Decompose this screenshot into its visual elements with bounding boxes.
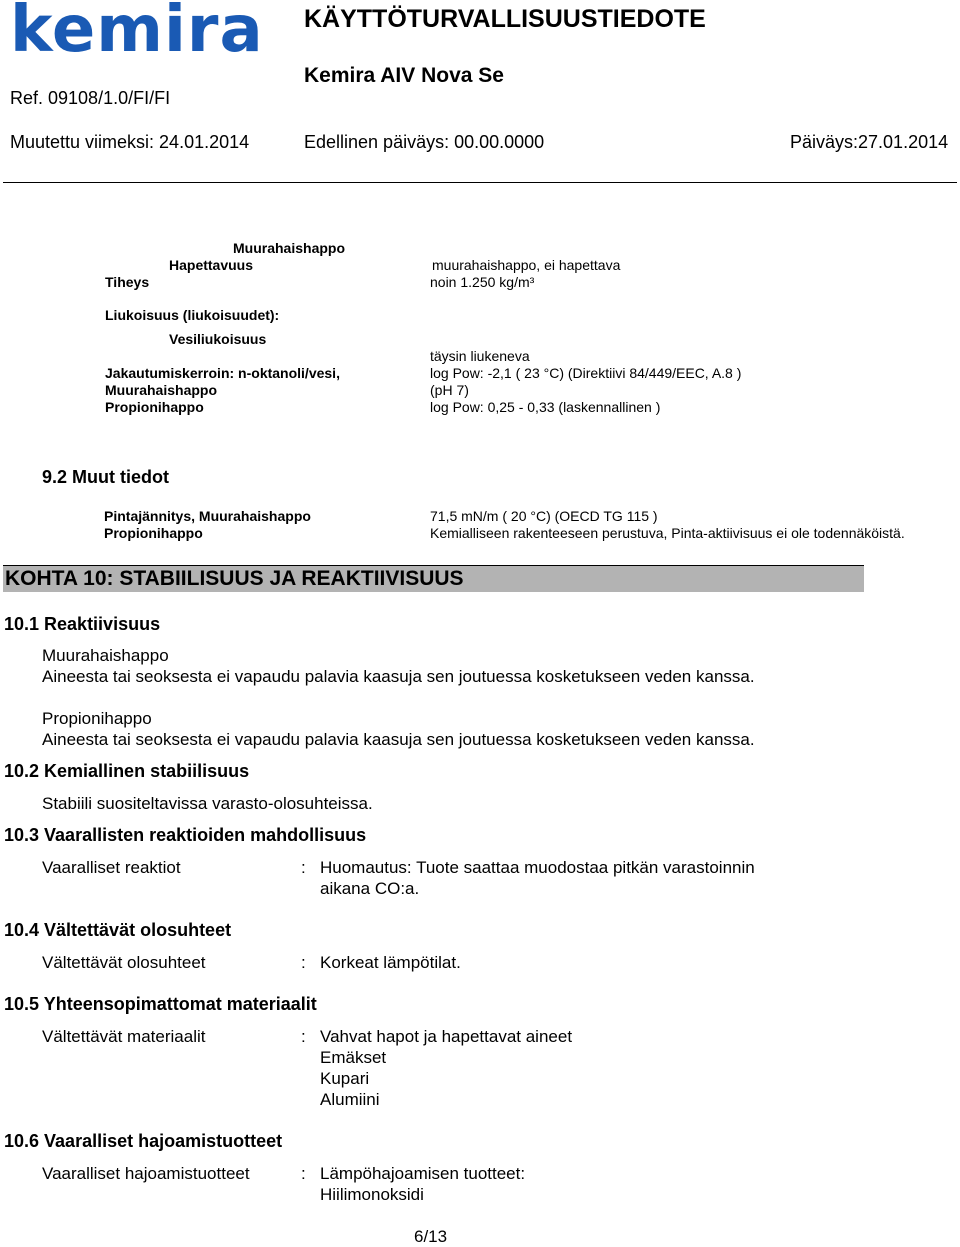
prop-jakautumiskerroin-value: log Pow: -2,1 ( 23 °C) (Direktiivi 84/449/EEC, A.8 ) xyxy=(430,365,742,381)
section-10-2-title: 10.2 Kemiallinen stabiilisuus xyxy=(4,761,250,781)
decomposition-products-line-1: Lämpöhajoamisen tuotteet: xyxy=(320,1164,526,1183)
section-10-header xyxy=(3,565,864,592)
previous-date: Edellinen päiväys: 00.00.0000 xyxy=(304,132,545,152)
material-item: Vahvat hapot ja hapettavat aineet xyxy=(320,1027,573,1046)
prop-tiheys-value: noin 1.250 kg/m³ xyxy=(430,274,535,290)
prop-tiheys-label: Tiheys xyxy=(105,274,150,290)
header-divider xyxy=(3,182,957,183)
reactivity-text-1: Aineesta tai seoksesta ei vapaudu palavia kaasuja sen joutuessa kosketukseen veden kanssa. xyxy=(42,667,755,686)
prop-propionihappo-label: Propionihappo xyxy=(105,399,204,415)
colon-separator: : xyxy=(301,858,306,877)
section-9-2-title: 9.2 Muut tiedot xyxy=(42,467,169,487)
prop-propionihappo-value: log Pow: 0,25 - 0,33 (laskennallinen ) xyxy=(430,399,661,415)
reactivity-substance-2: Propionihappo xyxy=(42,709,152,728)
material-item: Kupari xyxy=(320,1069,370,1088)
section-10-4-title: 10.4 Vältettävät olosuhteet xyxy=(4,920,232,940)
propionihappo-label: Propionihappo xyxy=(104,525,203,541)
section-10-1-title: 10.1 Reaktiivisuus xyxy=(4,614,161,634)
document-title: KÄYTTÖTURVALLISUUSTIEDOTE xyxy=(304,5,706,33)
prop-jakautumiskerroin-label: Jakautumiskerroin: n-oktanoli/vesi, xyxy=(105,365,340,381)
section-10-6-title: 10.6 Vaaralliset hajoamistuotteet xyxy=(4,1131,283,1151)
prop-liukoisuus-label: Liukoisuus (liukoisuudet): xyxy=(105,307,280,323)
section-10-5-title: 10.5 Yhteensopimattomat materiaalit xyxy=(4,994,317,1014)
surface-tension-label: Pintajännitys, Muurahaishappo xyxy=(104,508,311,524)
kemira-logo: kemira xyxy=(10,0,264,67)
reactivity-substance-1: Muurahaishappo xyxy=(42,646,169,665)
surface-tension-value: 71,5 mN/m ( 20 °C) (OECD TG 115 ) xyxy=(430,508,658,524)
conditions-to-avoid-value: Korkeat lämpötilat. xyxy=(320,953,461,972)
prop-vesiliukoisuus-value: täysin liukeneva xyxy=(430,348,530,364)
materials-to-avoid-label: Vältettävät materiaalit xyxy=(42,1027,206,1046)
reactivity-text-2: Aineesta tai seoksesta ei vapaudu palavia kaasuja sen joutuessa kosketukseen veden kanssa. xyxy=(42,730,755,749)
stability-text: Stabiili suositeltavissa varasto-olosuhteissa. xyxy=(42,794,373,813)
prop-hapettavuus-label: Hapettavuus xyxy=(169,257,254,273)
colon-separator: : xyxy=(301,1027,306,1046)
surface-activity-value: Kemialliseen rakenteeseen perustuva, Pinta-aktiivisuus ei ole todennäköistä. xyxy=(430,525,905,541)
prop-ph-value: (pH 7) xyxy=(430,382,469,398)
hazardous-reactions-line-2: aikana CO:a. xyxy=(320,879,420,898)
modified-date: Muutettu viimeksi: 24.01.2014 xyxy=(10,132,250,152)
hazardous-reactions-label: Vaaralliset reaktiot xyxy=(42,858,181,877)
conditions-to-avoid-label: Vältettävät olosuhteet xyxy=(42,953,206,972)
page-number: 6/13 xyxy=(414,1227,448,1246)
hazardous-reactions-line-1: Huomautus: Tuote saattaa muodostaa pitkän varastoinnin xyxy=(320,858,755,877)
prop-vesiliukoisuus-label: Vesiliukoisuus xyxy=(169,331,267,347)
decomposition-products-label: Vaaralliset hajoamistuotteet xyxy=(42,1164,250,1183)
prop-hapettavuus-value: muurahaishappo, ei hapettava xyxy=(432,257,621,273)
reference-number: Ref. 09108/1.0/FI/FI xyxy=(10,88,171,108)
material-item: Alumiini xyxy=(320,1090,380,1109)
material-item: Emäkset xyxy=(320,1048,387,1067)
section-10-3-title: 10.3 Vaarallisten reaktioiden mahdollisuus xyxy=(4,825,367,845)
colon-separator: : xyxy=(301,953,306,972)
prop-muurahaishappo-heading: Muurahaishappo xyxy=(233,240,346,256)
prop-muurahaishappo-label: Muurahaishappo xyxy=(105,382,218,398)
section-10-title: KOHTA 10: STABIILISUUS JA REAKTIIVISUUS xyxy=(5,567,464,590)
product-name: Kemira AIV Nova Se xyxy=(304,64,504,87)
issue-date: Päiväys:27.01.2014 xyxy=(790,132,949,152)
colon-separator: : xyxy=(301,1164,306,1183)
decomposition-products-line-2: Hiilimonoksidi xyxy=(320,1185,424,1204)
